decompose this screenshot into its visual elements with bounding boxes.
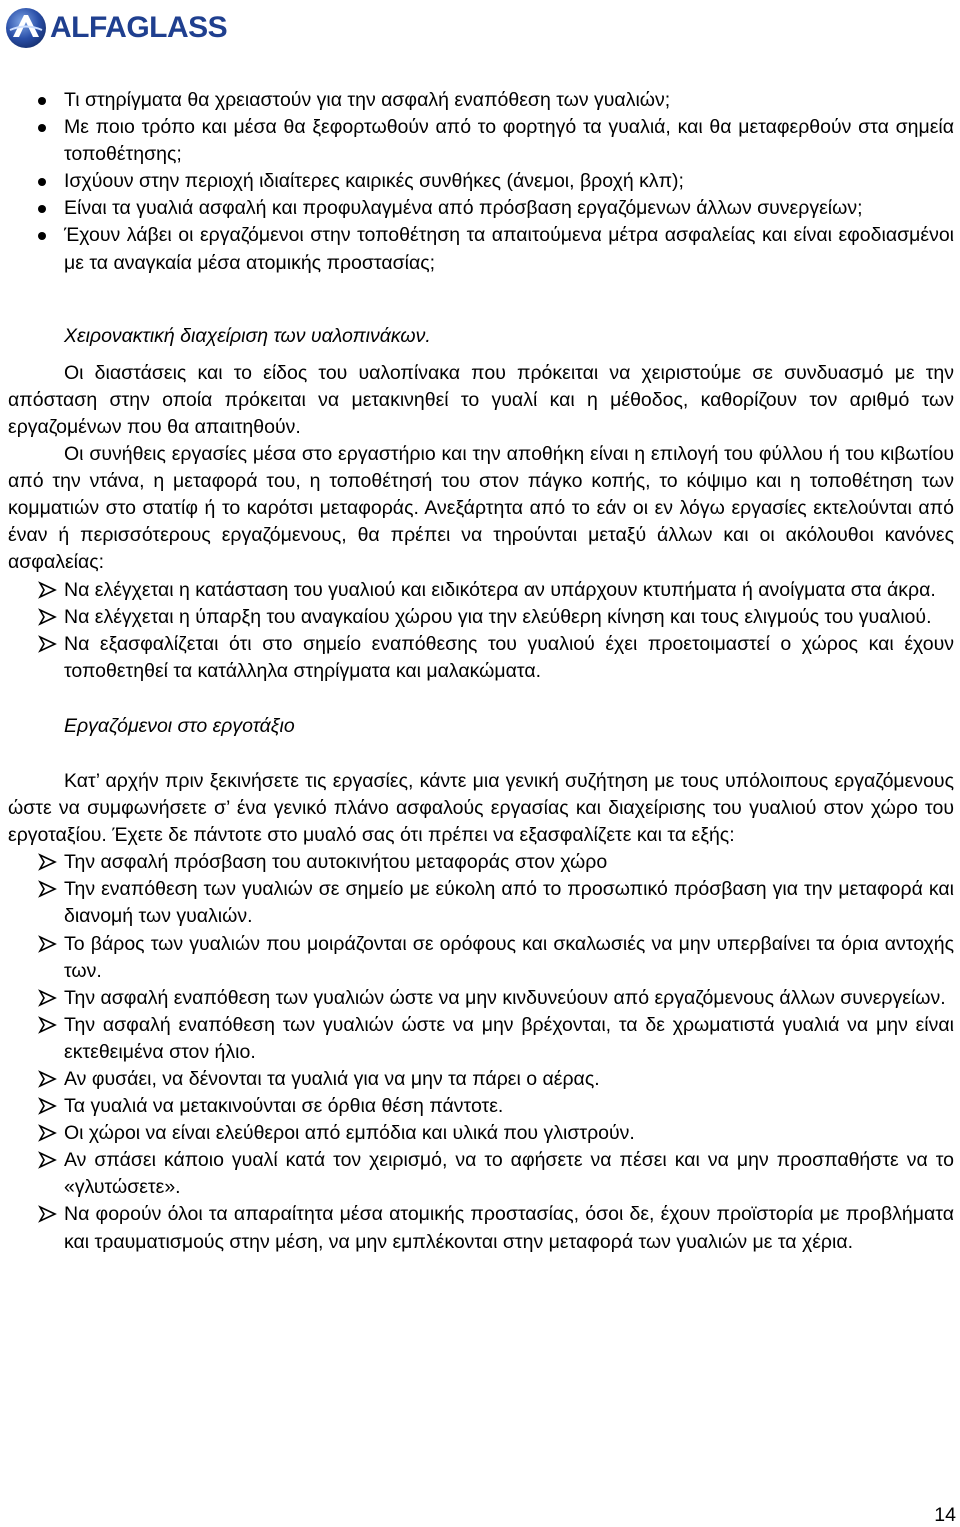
paragraph: Οι διαστάσεις και το είδος του υαλοπίνακα που πρόκειται να χειριστούμε σε συνδυασμό με την απόσταση στην οποία πρόκειται να μετακινηθεί το γυαλί και η μέθοδος, καθορίζουν τον αριθμό των εργαζομένων που θα απαιτηθούν. [8, 361, 954, 438]
list-item: Τα γυαλιά να μετακινούνται σε όρθια θέση πάντοτε. [8, 1093, 954, 1120]
arrowhead-bullet-icon [38, 635, 58, 653]
list-item: Την ασφαλή πρόσβαση του αυτοκινήτου μεταφοράς στον χώρο [8, 849, 954, 876]
paragraph: Οι συνήθεις εργασίες μέσα στο εργαστήριο και την αποθήκη είναι η επιλογή του φύλλου ή του κιβωτίου από την ντάνα, η μεταφορά του, η τοποθέτησή του στον πάγκο κοπής, το κόψιμο και η τοποθέτηση των κομματιών στο στατίφ ή το καρότσι μεταφοράς. Ανεξάρτητα από το εάν οι εν λόγω εργασίες εκτελούνται από έναν ή περισσότερους εργαζόμενους, θα πρέπει να τηρούνται μεταξύ άλλων και οι ακόλουθοι κανόνες ασφαλείας: [8, 443, 954, 574]
bullet-icon [38, 124, 46, 132]
list-item: Οι χώροι να είναι ελεύθεροι από εμπόδια και υλικά που γλιστρούν. [8, 1120, 954, 1147]
arrowhead-bullet-icon [38, 880, 58, 898]
arrowhead-bullet-icon [38, 608, 58, 626]
safety-rules-list [8, 577, 954, 685]
alfaglass-emblem-icon [4, 6, 48, 50]
paragraph: Κατ’ αρχήν πριν ξεκινήσετε τις εργασίες, κάντε μια γενική συζήτηση με τους υπόλοιπους εργαζόμενους ώστε να συμφωνήσετε σ’ ένα γενικό πλάνο ασφαλούς εργασίας και διαχείρισης του γυαλιού στον χώρο του εργοταξίου. Έχετε δε πάντοτε στο μυαλό σας ότι πρέπει να εξασφαλίζετε και τα εξής: [8, 769, 954, 847]
list-item: Να φορούν όλοι τα απαραίτητα μέσα ατομικής προστασίας, όσοι δε, έχουν προϊστορία με προβλήματα και τραυματισμούς στην μέση, να μην εμπλέκονται στην μεταφορά των γυαλιών με τα χέρια. [8, 1201, 954, 1255]
list-item: Την ασφαλή εναπόθεση των γυαλιών ώστε να μην κινδυνεύουν από εργαζόμενους άλλων συνεργείων. [8, 985, 954, 1012]
arrowhead-bullet-icon [38, 1151, 58, 1169]
list-item: Αν φυσάει, να δένονται τα γυαλιά για να μην τα πάρει ο αέρας. [8, 1066, 954, 1093]
list-item: Τι στηρίγματα θα χρειαστούν για την ασφαλή εναπόθεση των γυαλιών; [8, 87, 954, 114]
arrowhead-bullet-icon [38, 989, 58, 1007]
list-item: Έχουν λάβει οι εργαζόμενοι στην τοποθέτηση τα απαιτούμενα μέτρα ασφαλείας και είναι εφοδιασμένοι με τα αναγκαία μέσα ατομικής προστασίας; [8, 222, 954, 276]
arrowhead-bullet-icon [38, 853, 58, 871]
bullet-icon [38, 205, 46, 213]
question-list [8, 87, 954, 277]
section-heading-manual-handling: Χειρονακτική διαχείριση των υαλοπινάκων. [64, 324, 431, 347]
list-item: Να εξασφαλίζεται ότι στο σημείο εναπόθεσης του γυαλιού έχει προετοιμαστεί ο χώρος και έχουν τοποθετηθεί τα κατάλληλα στηρίγματα και μαλακώματα. [8, 631, 954, 685]
arrowhead-bullet-icon [38, 1097, 58, 1115]
bullet-icon [38, 232, 46, 240]
arrowhead-bullet-icon [38, 935, 58, 953]
arrowhead-bullet-icon [38, 1016, 58, 1034]
logo-wordmark: ALFAGLASS [50, 11, 228, 44]
document-body [8, 87, 954, 1256]
list-item: Την εναπόθεση των γυαλιών σε σημείο με εύκολη από το προσωπικό πρόσβαση για την μεταφορά και διανομή των γυαλιών. [8, 876, 954, 930]
arrowhead-bullet-icon [38, 1124, 58, 1142]
list-item: Είναι τα γυαλιά ασφαλή και προφυλαγμένα από πρόσβαση εργαζόμενων άλλων συνεργείων; [8, 195, 954, 222]
list-item: Την ασφαλή εναπόθεση των γυαλιών ώστε να μην βρέχονται, τα δε χρωματιστά γυαλιά να μην είναι εκτεθειμένα στον ήλιο. [8, 1012, 954, 1066]
site-checklist [8, 849, 954, 1255]
list-item: Το βάρος των γυαλιών που μοιράζονται σε ορόφους και σκαλωσιές να μην υπερβαίνει τα όρια αντοχής των. [8, 931, 954, 985]
list-item: Με ποιο τρόπο και μέσα θα ξεφορτωθούν από το φορτηγό τα γυαλιά, και θα μεταφερθούν στα σημεία τοποθέτησης; [8, 114, 954, 168]
company-logo [4, 6, 227, 50]
section-heading-site-workers: Εργαζόμενοι στο εργοτάξιο [64, 714, 295, 737]
arrowhead-bullet-icon [38, 1070, 58, 1088]
bullet-icon [38, 97, 46, 105]
list-item: Αν σπάσει κάποιο γυαλί κατά τον χειρισμό, να το αφήσετε να πέσει και να μην προσπαθήστε να το «γλυτώσετε». [8, 1147, 954, 1201]
arrowhead-bullet-icon [38, 581, 58, 599]
list-item: Ισχύουν στην περιοχή ιδιαίτερες καιρικές συνθήκες (άνεμοι, βροχή κλπ); [8, 168, 954, 195]
list-item: Να ελέγχεται η ύπαρξη του αναγκαίου χώρου για την ελεύθερη κίνηση και τους ελιγμούς του γυαλιού. [8, 604, 954, 631]
arrowhead-bullet-icon [38, 1205, 58, 1223]
bullet-icon [38, 178, 46, 186]
list-item: Να ελέγχεται η κατάσταση του γυαλιού και ειδικότερα αν υπάρχουν κτυπήματα ή ανοίγματα στα άκρα. [8, 577, 954, 604]
page-number: 14 [934, 1504, 956, 1526]
